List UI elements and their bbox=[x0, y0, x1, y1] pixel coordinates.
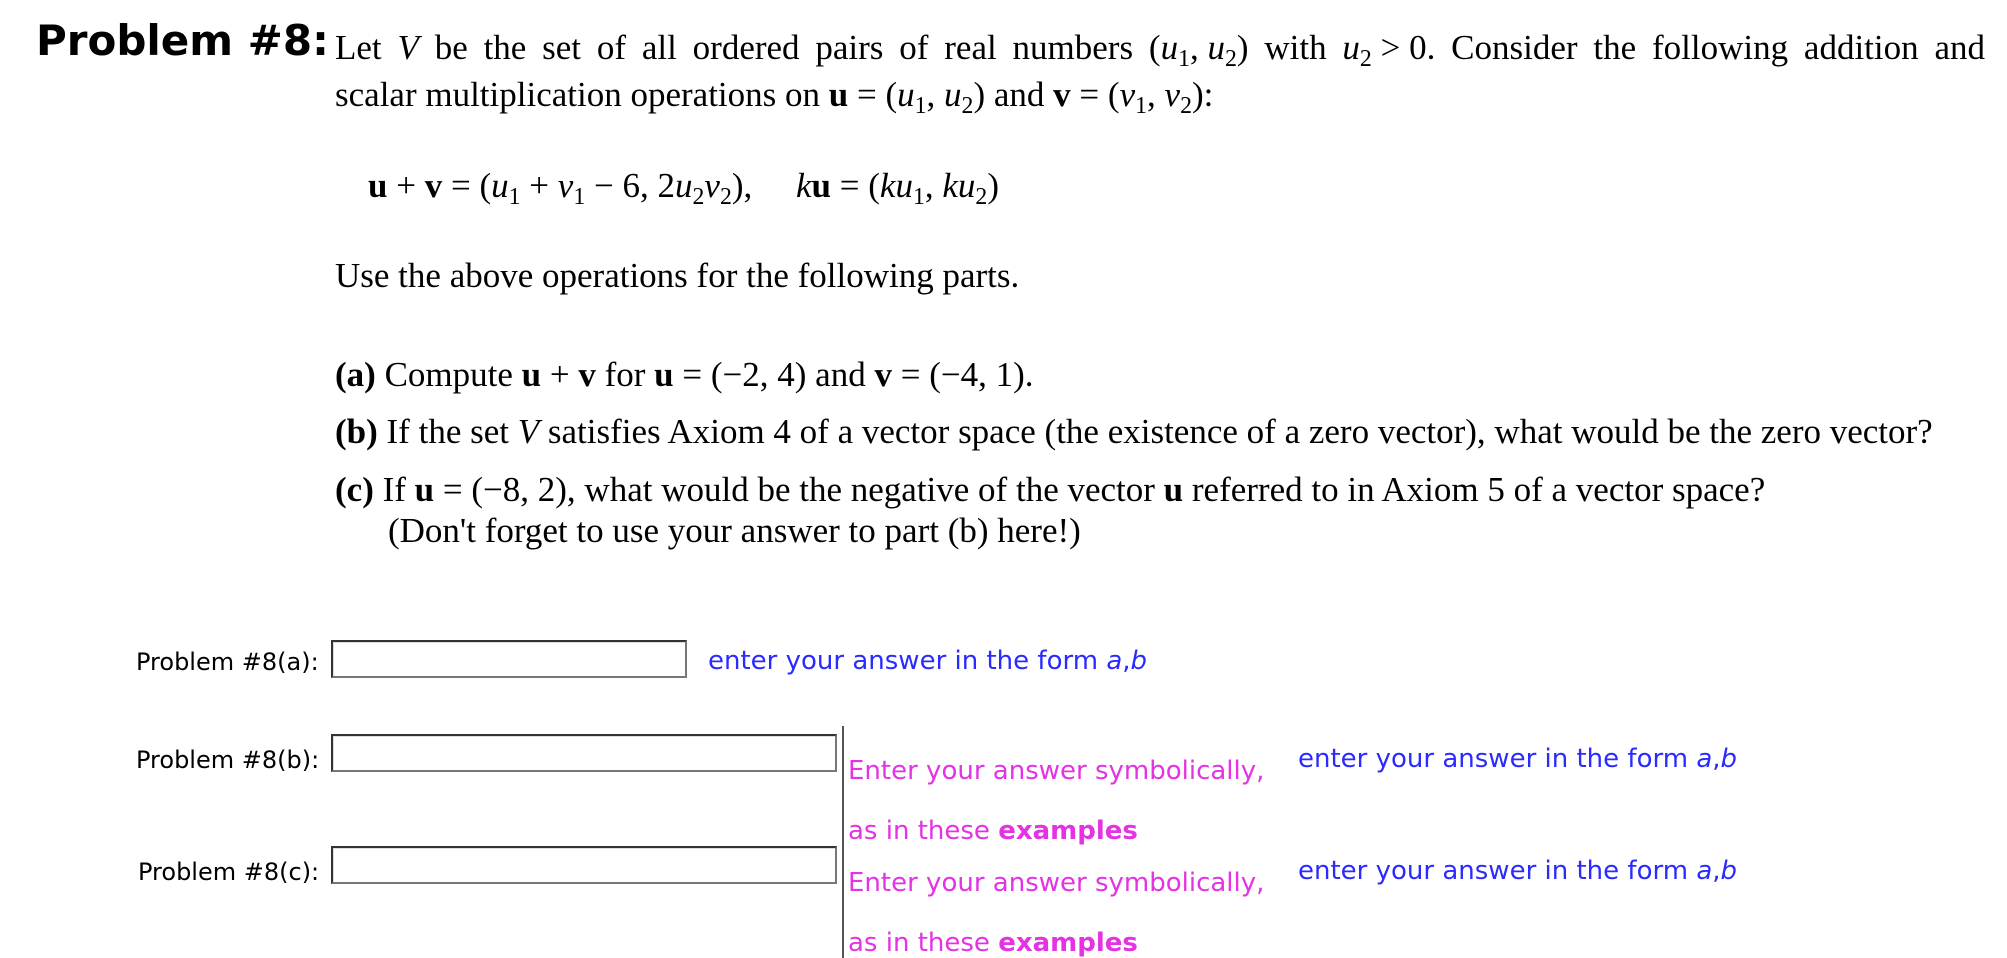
examples-link-c[interactable]: examples bbox=[998, 928, 1138, 958]
intro-word: be bbox=[434, 28, 468, 67]
intro-word: following bbox=[1651, 28, 1789, 67]
problem-intro-line2: scalar multiplication operations on $u = (u_1$, $u_2$) and $v = (v_1$, $v_2$): bbox=[335, 75, 1214, 120]
intro-word: addition bbox=[1803, 28, 1919, 67]
operations-formula: $u + v = (u_1 + v_1 - 6$, $2u_2v_2$), ku = ($ku_1$, $ku_2$) bbox=[368, 166, 999, 211]
intro-word: of bbox=[899, 28, 929, 67]
answer-input-a[interactable] bbox=[331, 640, 687, 678]
intro-word: V bbox=[397, 28, 419, 67]
part-c-text: (c) If u = (−8, 2), what would be the negative of the vector u referred to in Axiom 5 of a vector space? bbox=[335, 470, 1766, 509]
problem-intro-line1 bbox=[335, 28, 1985, 73]
intro-word: Let bbox=[335, 28, 382, 67]
intro-word: set bbox=[542, 28, 582, 67]
symbolic-hint-c: Enter your answer symbolically, as in these examples bbox=[842, 838, 1264, 958]
intro-word: the bbox=[483, 28, 527, 67]
problem-title: Problem #8: bbox=[36, 16, 329, 65]
intro-word: ($u_1$, $u_2$) bbox=[1148, 28, 1249, 73]
use-operations-text: Use the above operations for the following parts. bbox=[335, 256, 1020, 295]
intro-word: of bbox=[596, 28, 627, 67]
form-hint-a: enter your answer in the form a,b bbox=[708, 646, 1148, 676]
part-c-note: (Don't forget to use your answer to part (b) here!) bbox=[388, 511, 1081, 550]
intro-word: Consider bbox=[1451, 28, 1578, 67]
intro-word: $u_2 > 0$. bbox=[1342, 28, 1436, 73]
examples-link-b[interactable]: examples bbox=[998, 816, 1138, 846]
form-hint-b: enter your answer in the form a,b bbox=[1298, 744, 1738, 774]
intro-word: pairs bbox=[815, 28, 884, 67]
intro-word: real bbox=[944, 28, 997, 67]
form-hint-c: enter your answer in the form a,b bbox=[1298, 856, 1738, 886]
intro-word: the bbox=[1593, 28, 1637, 67]
intro-word: and bbox=[1934, 28, 1985, 67]
answer-input-c[interactable] bbox=[331, 846, 837, 884]
intro-word: numbers bbox=[1012, 28, 1134, 67]
intro-word: ordered bbox=[692, 28, 800, 67]
answer-label-b: Problem #8(b): bbox=[136, 746, 320, 774]
part-b-text: (b) If the set V satisfies Axiom 4 of a vector space (the existence of a zero vector), what would be the zero vector? bbox=[335, 412, 1933, 451]
intro-word: with bbox=[1264, 28, 1327, 67]
symbolic-hint-b: Enter your answer symbolically, as in these examples bbox=[842, 726, 1264, 846]
intro-word: all bbox=[641, 28, 677, 67]
answer-label-c: Problem #8(c): bbox=[138, 858, 320, 886]
part-a-text: (a) Compute u + v for u = (−2, 4) and v = (−4, 1). bbox=[335, 355, 1034, 394]
answer-label-a: Problem #8(a): bbox=[136, 648, 319, 676]
answer-input-b[interactable] bbox=[331, 734, 837, 772]
